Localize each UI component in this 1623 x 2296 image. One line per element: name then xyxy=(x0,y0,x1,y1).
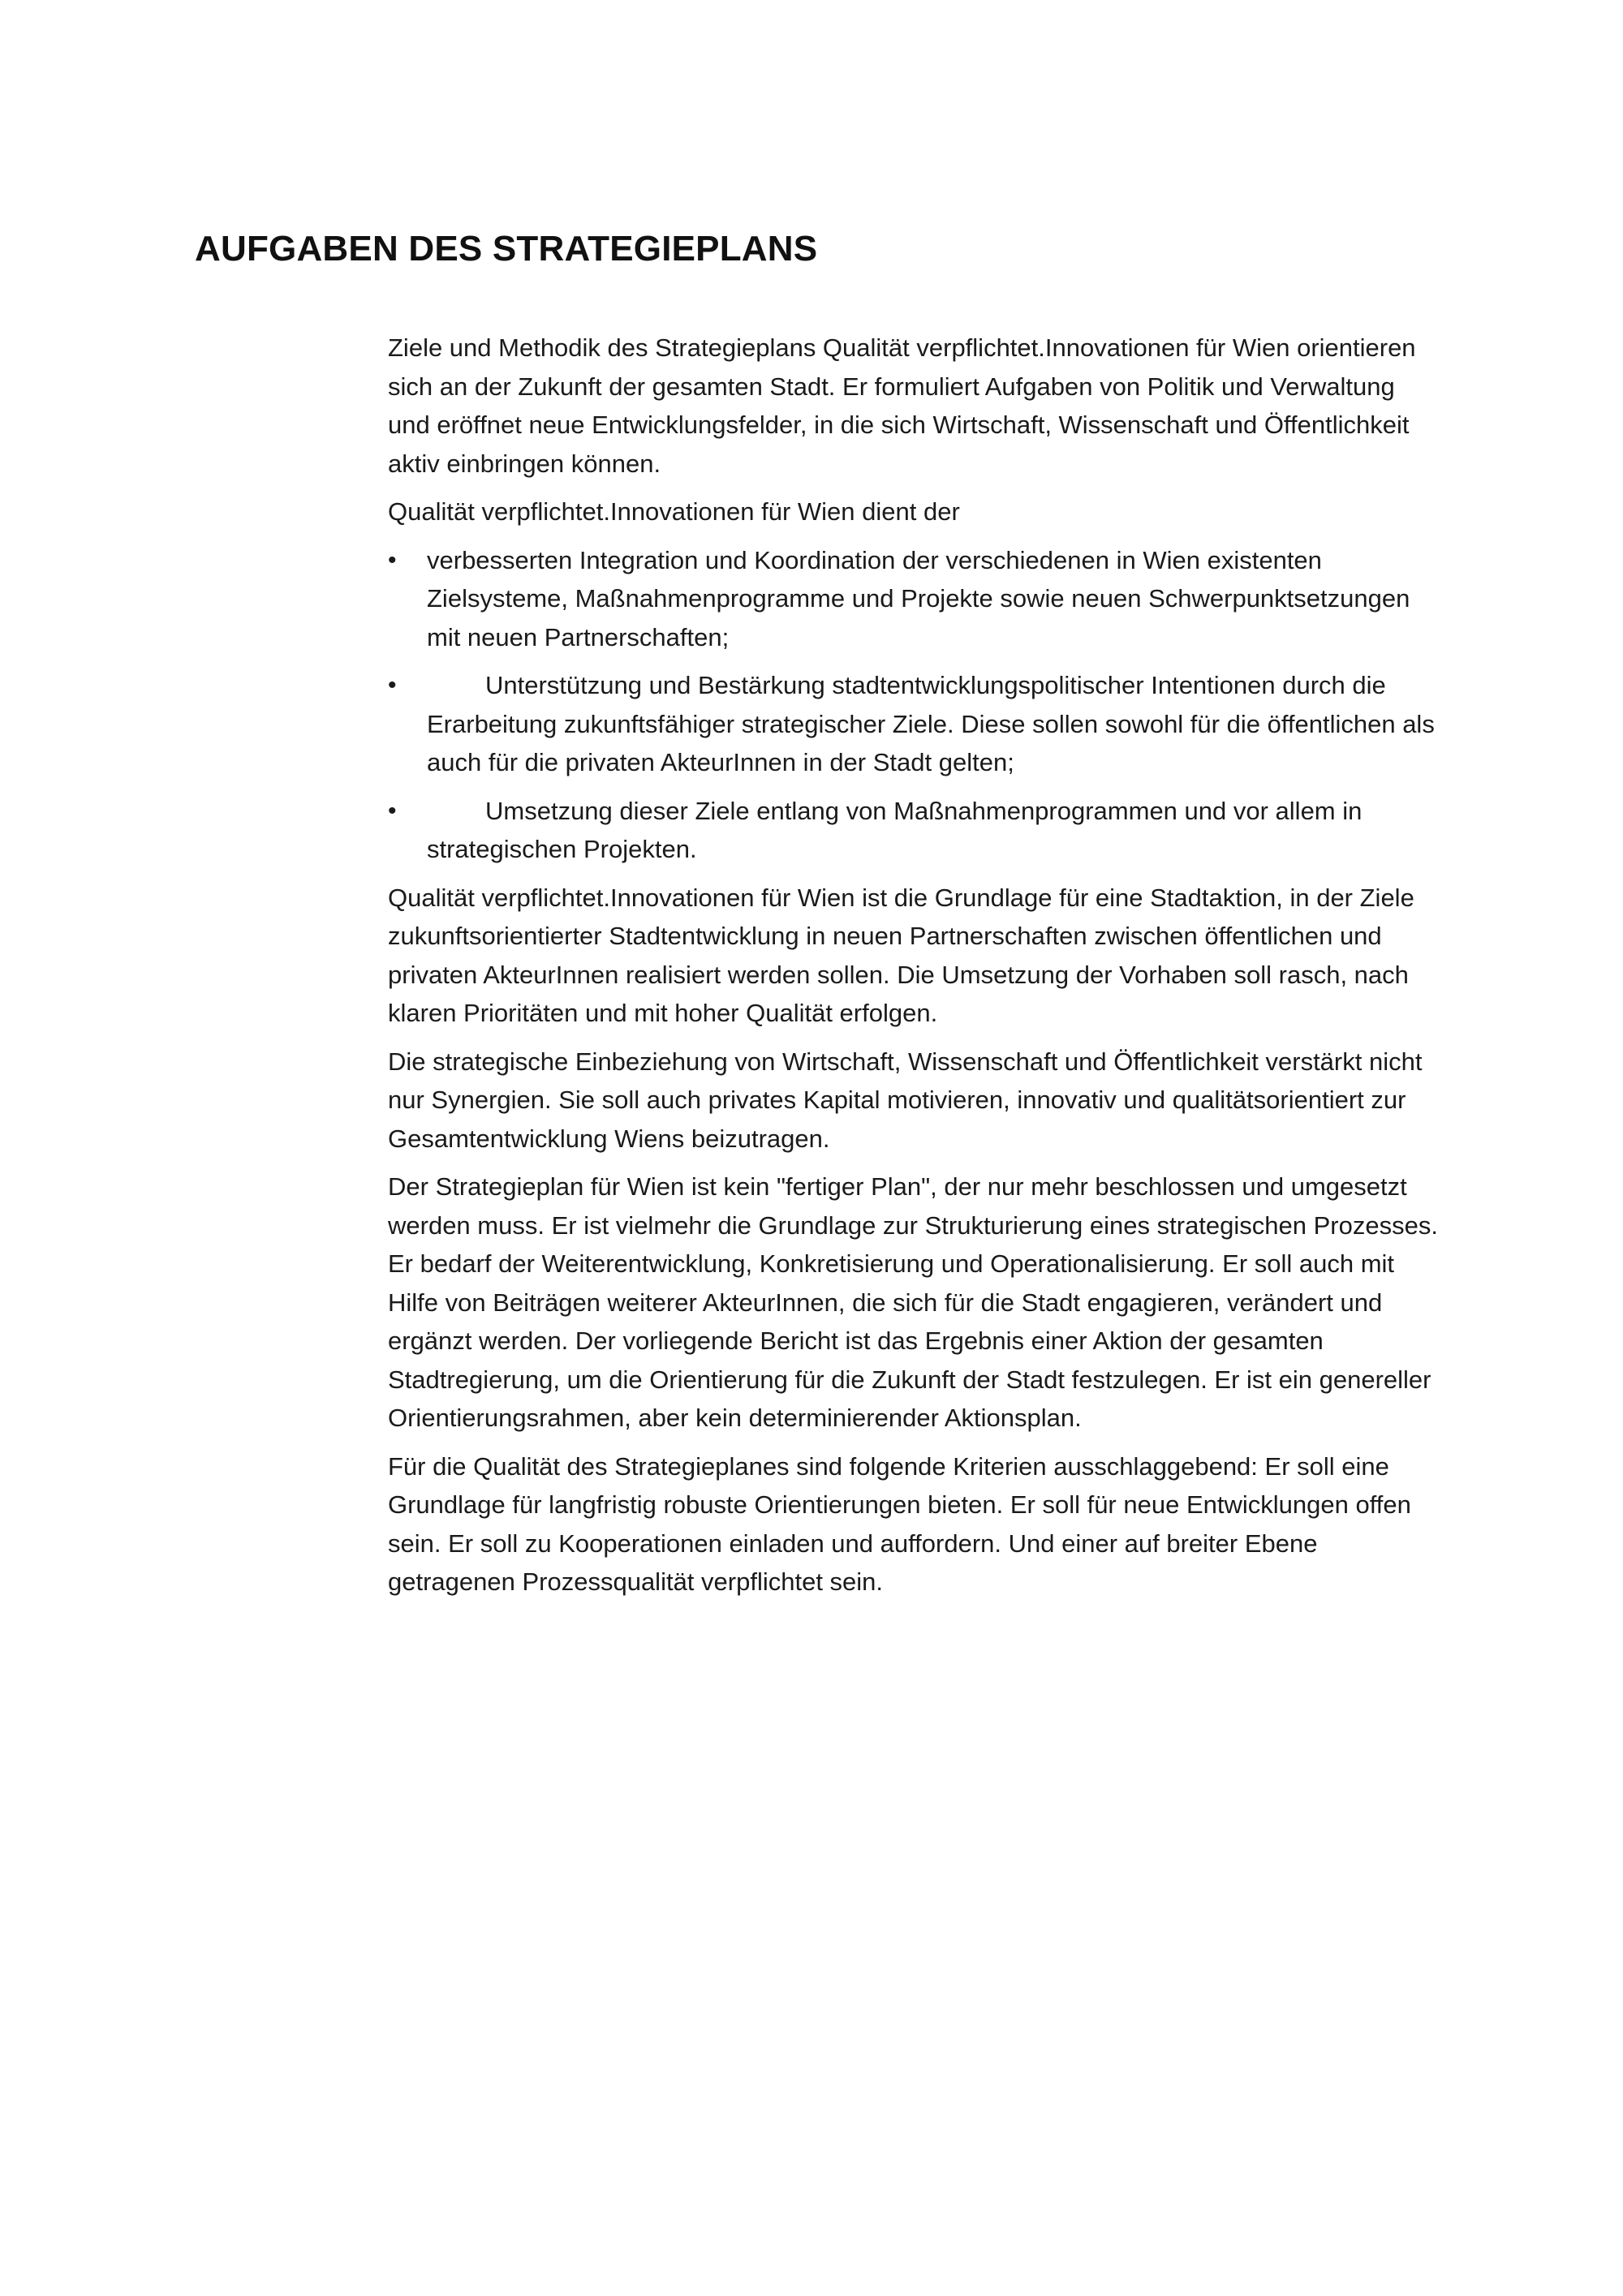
paragraph-stadtaktion: Qualität verpflichtet.Innovationen für Wien ist die Grundlage für eine Stadtaktion, in der Ziele zukunftsorientierter Stadtentwicklung in neuen Partnerschaften zwischen öffentlichen und privaten AkteurInnen realisiert werden sollen. Die Umsetzung der Vorhaben soll rasch, nach klaren Prioritäten und mit hoher Qualität erfolgen. xyxy=(388,883,1414,1027)
list-item-text: Umsetzung dieser Ziele entlang von Maßnahmenprogrammen und vor allem in strategischen Projekten. xyxy=(427,796,1363,863)
list-item xyxy=(388,666,1439,782)
bullet-icon: • xyxy=(388,546,397,574)
list-item-text: Unterstützung und Bestärkung stadtentwicklungspolitischer Intentionen durch die Erarbeitung zukunftsfähiger strategischer Ziele. Diese sollen sowohl für die öffentlichen als auch für die privaten AkteurInnen in der Stadt gelten; xyxy=(427,671,1435,776)
paragraph-einbeziehung: Die strategische Einbeziehung von Wirtschaft, Wissenschaft und Öffentlichkeit verstärkt nicht nur Synergien. Sie soll auch privates Kapital motivieren, innovativ und qualitätsorientiert zur Gesamtentwicklung Wiens beizutragen. xyxy=(388,1047,1423,1153)
list-item xyxy=(388,792,1439,869)
bullet-icon: • xyxy=(388,672,397,699)
list-item xyxy=(388,541,1439,657)
paragraph-list-lead: Qualität verpflichtet.Innovationen für Wien dient der xyxy=(388,497,960,526)
paragraph-kein-fertiger-plan: Der Strategieplan für Wien ist kein "fertiger Plan", der nur mehr beschlossen und umgesetzt werden muss. Er ist vielmehr die Grundlage zur Strukturierung eines strategischen Prozesses. Er bedarf der Weiterentwicklung, Konkretisierung und Operationalisierung. Er soll auch mit Hilfe von Beiträgen weiterer AkteurInnen, die sich für die Stadt engagieren, verändert und ergänzt werden. Der vorliegende Bericht ist das Ergebnis einer Aktion der gesamten Stadtregierung, um die Orientierung für die Zukunft der Stadt festzulegen. Er ist ein genereller Orientierungsrahmen, aber kein determinierender Aktionsplan. xyxy=(388,1172,1438,1432)
page-heading: AUFGABEN DES STRATEGIEPLANS xyxy=(195,229,818,269)
body-text xyxy=(388,329,1439,1611)
paragraph-intro: Ziele und Methodik des Strategieplans Qualität verpflichtet.Innovationen für Wien orientieren sich an der Zukunft der gesamten Stadt. Er formuliert Aufgaben von Politik und Verwaltung und eröffnet neue Entwicklungsfelder, in die sich Wirtschaft, Wissenschaft und Öffentlichkeit aktiv einbringen können. xyxy=(388,333,1416,478)
bullet-icon: • xyxy=(388,797,397,824)
list-item-text: verbesserten Integration und Koordination der verschiedenen in Wien existenten Zielsysteme, Maßnahmenprogramme und Projekte sowie neuen Schwerpunktsetzungen mit neuen Partnerschaften; xyxy=(427,545,1410,651)
paragraph-kriterien: Für die Qualität des Strategieplanes sind folgende Kriterien ausschlaggebend: Er soll eine Grundlage für langfristig robuste Orientierungen bieten. Er soll für neue Entwicklungen offen sein. Er soll zu Kooperationen einladen und auffordern. Und einer auf breiter Ebene getragenen Prozessqualität verpflichtet sein. xyxy=(388,1451,1411,1596)
bullet-list xyxy=(388,541,1439,869)
